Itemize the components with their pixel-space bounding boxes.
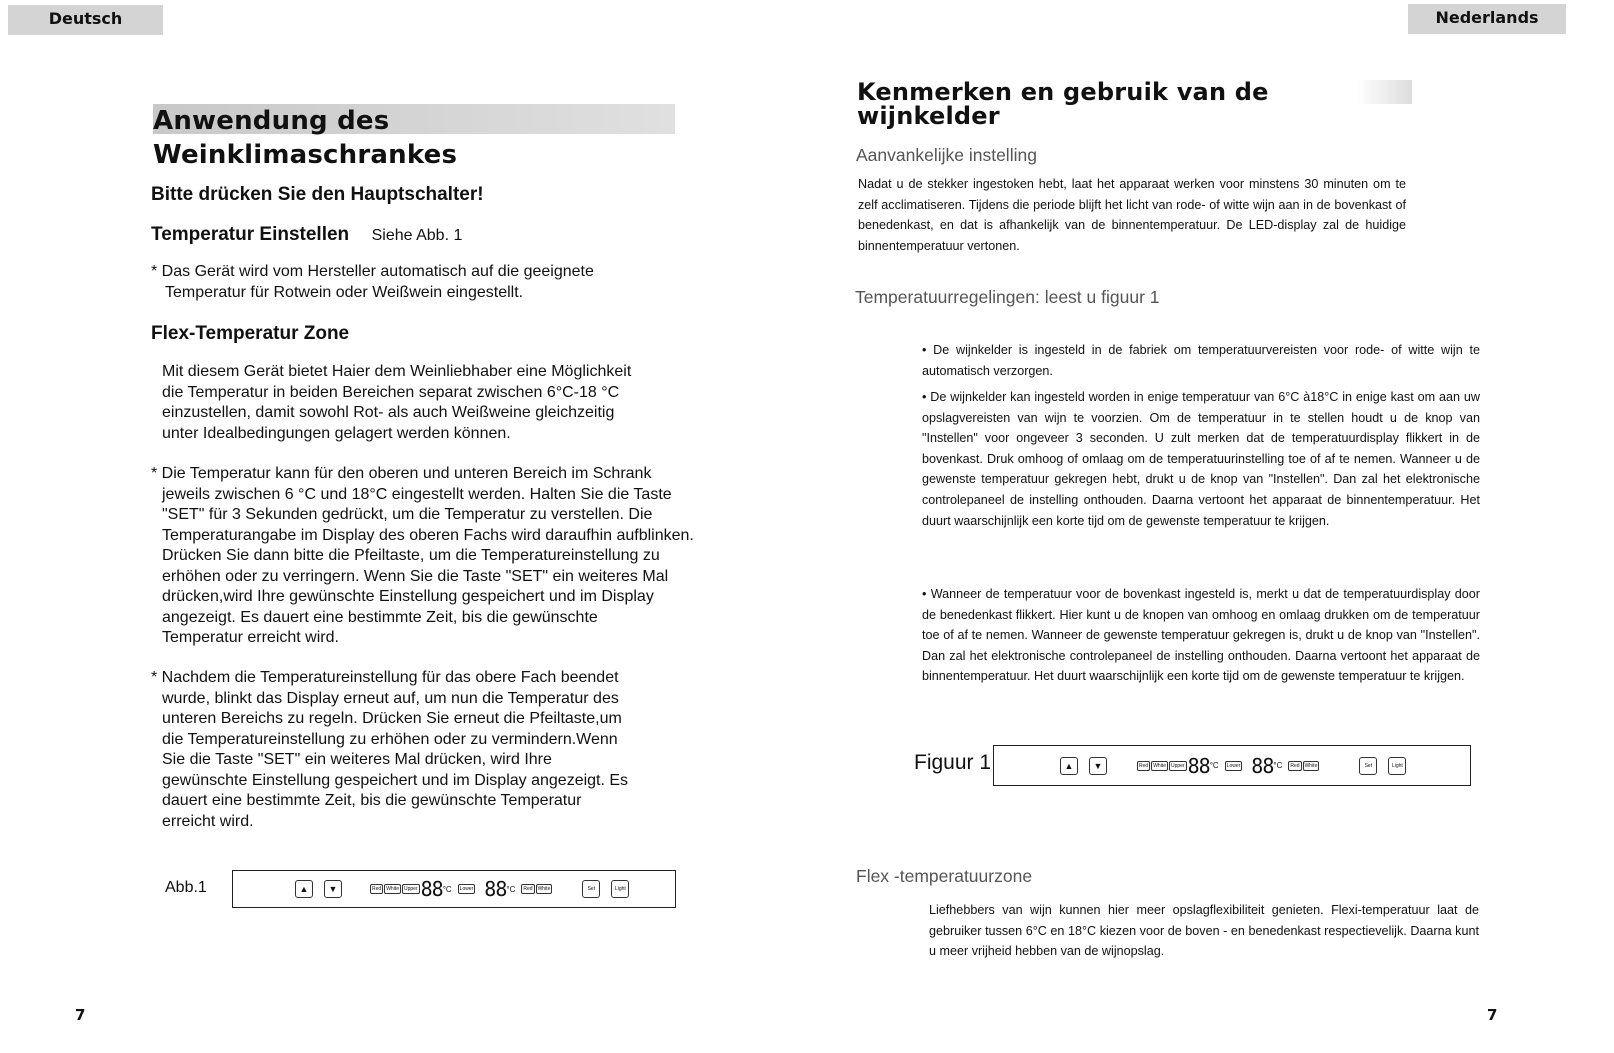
flex-zone-text: Liefhebbers van wijn kunnen hier meer opslagflexibiliteit genieten. Flexi-temperatuur laat de gebruiker tussen 6°C en 18°C kiezen voor de boven - en benedenkast respectievelijk. Daarna kunt u meer vrijheid hebben van de wijnopslag. [929, 903, 1479, 959]
text-line: unteren Bereichs zu regeln. Drücken Sie erneut die Pfeiltaste,um [162, 710, 622, 727]
text-line: die Temperatureinstellung zu erhöhen oder zu vermindern.Wenn [162, 730, 618, 748]
red-indicator: Red [372, 886, 382, 892]
flex-text [162, 362, 631, 444]
language-tab-deutsch: Deutsch [8, 5, 163, 35]
text-line: * Das Gerät wird vom Hersteller automatisch auf die geeignete [151, 263, 594, 280]
unit: °C [1209, 761, 1219, 770]
up-arrow-icon: ▲ [1060, 757, 1078, 775]
main-switch-heading: Bitte drücken Sie den Hauptschalter! [151, 184, 484, 205]
red-indicator: Red [1139, 762, 1149, 769]
text-line: erhöhen oder zu verringern. Wenn Sie die Taste "SET" ein weiteres Mal [162, 567, 669, 585]
figure-label-nl: Figuur 1 [914, 751, 992, 774]
initial-setting-text: Nadat u de stekker ingestoken hebt, laat het apparaat werken voor minstens 30 minuten om te zelf acclimatiseren. Tijdens die periode blijft het licht van rode- of witte wijn aan in de bovenkast of benedenkast, en dat is afhankelijk van de binnentemperatuur. De LED-display zal de huidige binnentemperatuur vertonen. [858, 177, 1406, 253]
lower-indicator: Lower [459, 886, 474, 892]
lower-indicator: Lower [1226, 762, 1241, 769]
flex-zone-heading: Flex -temperatuurzone [856, 866, 1033, 886]
text-line: Temperaturangabe im Display des oberen Fachs wird daraufhin aufblinken. [162, 526, 694, 544]
bullet-factory: • De wijnkelder is ingesteld in de fabriek om temperatuurvereisten voor rode- of witte wijn te automatisch verzorgen. [922, 343, 1480, 378]
down-arrow-icon: ▼ [324, 880, 342, 898]
bullet-set-upper [151, 464, 694, 649]
temp-heading-row [151, 224, 462, 246]
text-line: * Die Temperatur kann für den oberen und unteren Bereich im Schrank [151, 465, 652, 482]
text-line: gewünschte Einstellung gespeichert und im Display angezeigt. Es [162, 771, 629, 789]
red-indicator: Red [1290, 762, 1300, 769]
temp-control-heading: Temperatuurregelingen: leest u figuur 1 [855, 287, 1160, 307]
upper-temp-display: 88 [420, 877, 443, 901]
flex-heading: Flex-Temperatur Zone [151, 323, 350, 344]
initial-setting-heading: Aanvankelijke instelling [856, 145, 1037, 165]
text-line: Sie die Taste "SET" ein weiteres Mal drücken, wird Ihre [162, 751, 552, 768]
red-indicator: Red [523, 886, 533, 892]
unit: °C [506, 884, 516, 894]
text-line: erreicht wird. [162, 812, 254, 830]
bullet-text: De wijnkelder kan ingesteld worden in enige temperatuur van 6°C à18°C in enige kast om aan uw opslagvereisten van wijn te voorzien. Om de temperatuur in te stellen houdt u de knop van "Instellen" voor ongeveer 3 seconden. U zult merken dat de temperatuurdisplay flikkert in de bovenkast. Druk omhoog of omlaag om de temperatuurinstelling toe of af te nemen. Wanneer u de gewenste temperatuur gekregen hebt, drukt u de knop van "Instellen". Dan zal het elektronische controlepaneel de instelling onthouden. Daarna vertoont het apparaat de binnentemperatuur. Het duurt waarschijnlijk een korte tijd om de gewenste temperatuur te krijgen. [922, 390, 1480, 528]
text-line: Drücken Sie dann bitte die Pfeiltaste, um die Temperatureinstellung zu [162, 547, 660, 564]
light-button-icon: Light [611, 880, 629, 898]
light-button-icon: Light [1388, 757, 1406, 775]
bullet-set-upper-nl: • De wijnkelder kan ingesteld worden in enige temperatuur van 6°C à18°C in enige kast om aan uw opslagvereisten van wijn te voorzien. Om de temperatuur in te stellen houdt u de knop van "Instellen" voor ongeveer 3 seconden. U zult merken dat de temperatuurdisplay flikkert in de bovenkast. Druk omhoog of omlaag om de temperatuurinstelling toe of af te nemen. Wanneer u de gewenste temperatuur gekregen hebt, drukt u de knop van "Instellen". Dan zal het elektronische controlepaneel de instelling onthouden. Daarna vertoont het apparaat de binnentemperatuur. Het duurt waarschijnlijk een korte tijd om de gewenste temperatuur te krijgen. [922, 390, 1480, 528]
upper-temp-display: 88 [1187, 753, 1210, 778]
set-button-icon: Set [1359, 757, 1377, 775]
white-indicator: White [537, 886, 551, 892]
upper-indicator: Upper [1170, 762, 1185, 769]
text-line: die Temperatur in beiden Bereichen separat zwischen 6°C-18 °C [162, 383, 620, 401]
text-line: jeweils zwischen 6 °C und 18°C eingestellt werden. Halten Sie die Taste [162, 485, 672, 503]
set-button-icon: Set [582, 880, 600, 898]
temp-text [151, 262, 594, 303]
text-line: einzustellen, damit sowohl Rot- als auch Weißweine gleichzeitig [162, 404, 615, 421]
up-arrow-icon: ▲ [295, 880, 313, 898]
text-line: dauert eine bestimmte Zeit, bis die gewünschte Temperatur [162, 792, 582, 809]
white-indicator: White [1153, 762, 1166, 769]
page-number-right: 7 [1487, 1006, 1498, 1024]
lower-temp-display: 88 [484, 877, 507, 901]
text-line: "SET" für 3 Sekunden gedrückt, um die Temperatur zu verstellen. Die [162, 506, 653, 523]
text-line: angezeigt. Es dauert eine bestimmte Zeit, bis die gewünschte [162, 608, 598, 626]
temp-heading: Temperatur Einstellen [151, 224, 350, 245]
figure-label-de: Abb.1 [165, 879, 207, 896]
text-line: Temperatur erreicht wird. [162, 629, 339, 646]
page-title-nl: Kenmerken en gebruik van de wijnkelder [857, 80, 1412, 104]
text-line: * Nachdem die Temperatureinstellung für das obere Fach beendet [151, 669, 619, 686]
text-line: unter Idealbedingungen gelagert werden können. [162, 424, 511, 442]
unit: °C [442, 884, 452, 894]
control-panel-figure-nl [993, 745, 1471, 786]
text-line: Temperatur für Rotwein oder Weißwein eingestellt. [165, 283, 524, 301]
lower-temp-display: 88 [1251, 753, 1274, 778]
temp-reference: Siehe Abb. 1 [371, 227, 463, 244]
page-number-left: 7 [75, 1006, 86, 1024]
text-line: drücken,wird Ihre gewünschte Einstellung gespeichert und im Display [162, 588, 654, 605]
upper-indicator: Upper [403, 886, 418, 892]
text-line: wurde, blinkt das Display erneut auf, um nun die Temperatur des [162, 689, 619, 707]
bullet-text: Wanneer de temperatuur voor de bovenkast ingesteld is, merkt u dat de temperatuurdisplay door de benedenkast flikkert. Hier kunt u de knopen van omhoog en omlaag drukken om de temperatuur toe of af te nemen. Wanneer de gewenste temperatuur gekregen is, drukt u de knop van "Instellen". Dan zal het elektronische controlepaneel de instelling onthouden. Daarna vertoont het apparaat de binnentemperatuur. Het duurt waarschijnlijk een korte tijd om de gewenste temperatuur te krijgen. [922, 587, 1480, 684]
control-panel-figure-de [232, 870, 676, 908]
bullet-text: De wijnkelder is ingesteld in de fabriek om temperatuurvereisten voor rode- of witte wijn te automatisch verzorgen. [922, 343, 1480, 378]
page-title-de: Anwendung des Weinklimaschrankes [153, 104, 675, 134]
unit: °C [1273, 761, 1283, 770]
white-indicator: White [386, 886, 399, 892]
bullet-set-lower-nl: • Wanneer de temperatuur voor de bovenkast ingesteld is, merkt u dat de temperatuurdisplay door de benedenkast flikkert. Hier kunt u de knopen van omhoog en omlaag drukken om de temperatuur toe of af te nemen. Wanneer de gewenste temperatuur gekregen is, drukt u de knop van "Instellen". Dan zal het elektronische controlepaneel de instelling onthouden. Daarna vertoont het apparaat de binnentemperatuur. Het duurt waarschijnlijk een korte tijd om de gewenste temperatuur te krijgen. [922, 587, 1480, 684]
language-tab-nederlands: Nederlands [1408, 4, 1566, 34]
bullet-set-lower [151, 668, 628, 832]
down-arrow-icon: ▼ [1089, 757, 1107, 775]
text-line: Mit diesem Gerät bietet Haier dem Weinliebhaber eine Möglichkeit [162, 363, 632, 380]
white-indicator: White [1304, 762, 1318, 769]
